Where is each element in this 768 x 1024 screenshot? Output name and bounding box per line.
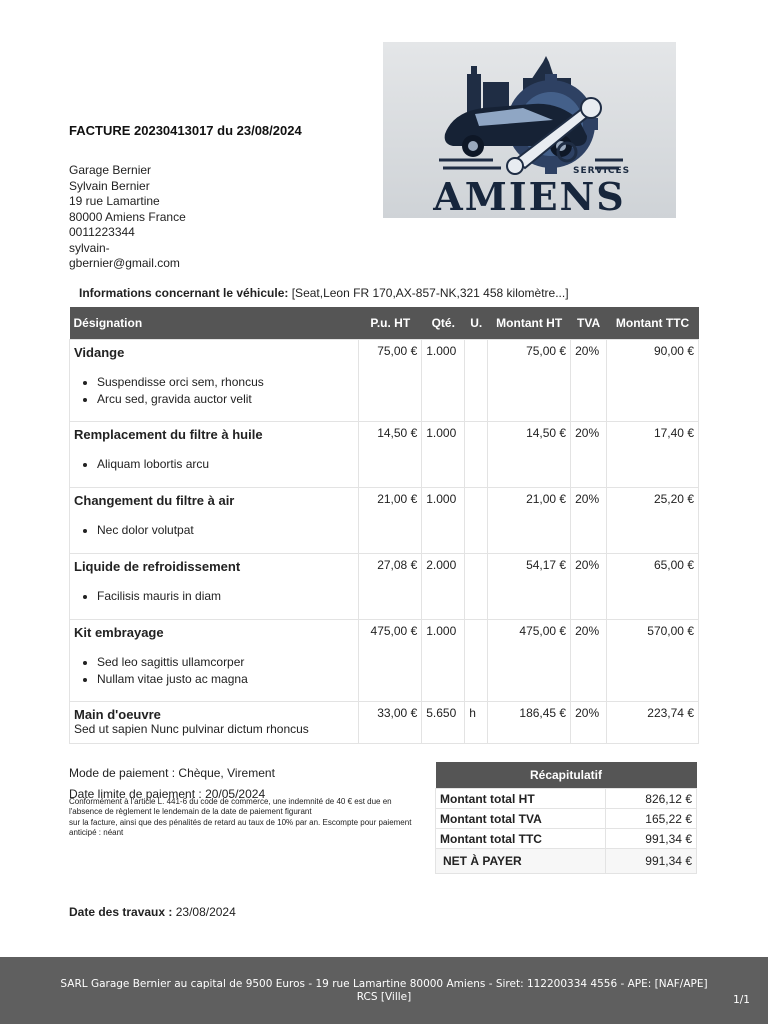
row-item-name: Liquide de refroidissement: [74, 559, 241, 574]
recap-ttc-value: 991,34 €: [606, 829, 697, 849]
row-item-name: Remplacement du filtre à huile: [74, 427, 263, 442]
recap-row-tva: [436, 809, 697, 829]
recap-table: [435, 762, 697, 874]
invoice-items-table: [69, 307, 699, 744]
row-designation: [70, 702, 359, 744]
row-unit: [465, 340, 488, 422]
row-designation: [70, 488, 359, 554]
recap-net-label: NET À PAYER: [436, 849, 606, 874]
company-logo: [383, 42, 676, 218]
invoice-title-text: FACTURE 20230413017 du 23/08/2024: [69, 123, 302, 138]
table-header-row: [70, 307, 699, 340]
row-designation: [70, 422, 359, 488]
row-quantity: 1.000: [422, 620, 465, 702]
logo-name-text: AMIENS: [433, 174, 626, 218]
sender-email-line1: sylvain-: [69, 240, 110, 255]
row-quantity: 2.000: [422, 554, 465, 620]
header-quantity: Qté.: [422, 307, 465, 340]
row-designation: [70, 620, 359, 702]
row-unit: [465, 554, 488, 620]
row-amount-ht: 14,50 €: [488, 422, 571, 488]
recap-row-net: [436, 849, 697, 874]
row-unit-price: 475,00 €: [359, 620, 422, 702]
header-unit-price: P.u. HT: [359, 307, 422, 340]
vehicle-info-value: [Seat,Leon FR 170,AX-857-NK,321 458 kilomètre...]: [288, 286, 569, 300]
row-item-description: Sed ut sapien Nunc pulvinar dictum rhoncus: [74, 722, 309, 736]
header-unit: U.: [465, 307, 488, 340]
footer-line1: SARL Garage Bernier au capital de 9500 Euros - 19 rue Lamartine 80000 Amiens - Siret: 112200334 4556 - APE: [NAF/APE]: [60, 978, 708, 990]
legal-notice-line1: Conformément à l'article L. 441-6 du code de commerce, une indemnité de 40 € est due en l'absence de règlement le lendemain de la date de paiement figurant: [69, 797, 392, 816]
row-unit: h: [465, 702, 488, 744]
row-unit: [465, 488, 488, 554]
row-bullet-list: [74, 374, 354, 408]
sender-contact: Sylvain Bernier: [69, 178, 150, 193]
row-bullet-list: [74, 456, 354, 473]
page-footer: [0, 957, 768, 1024]
row-item-name: Kit embrayage: [74, 625, 164, 640]
row-unit-price: 21,00 €: [359, 488, 422, 554]
row-tva: 20%: [571, 702, 607, 744]
row-unit-price: 27,08 €: [359, 554, 422, 620]
row-bullet-list: [74, 588, 354, 605]
recap-row-ttc: [436, 829, 697, 849]
header-amount-ht: Montant HT: [488, 307, 571, 340]
sender-email-line2[interactable]: gbernier@gmail.com: [69, 256, 180, 270]
recap-tva-value: 165,22 €: [606, 809, 697, 829]
sender-city: 80000 Amiens France: [69, 209, 186, 224]
sender-address-block: [69, 163, 209, 272]
works-date: [69, 905, 236, 919]
table-row: [70, 620, 699, 702]
table-row: [70, 422, 699, 488]
header-tva: TVA: [571, 307, 607, 340]
payment-mode: Mode de paiement : Chèque, Virement: [69, 766, 275, 780]
recap-ttc-label: Montant total TTC: [436, 829, 606, 849]
list-item: • Nullam vitae justo ac magna: [97, 671, 354, 688]
recap-net-value: 991,34 €: [606, 849, 697, 874]
row-unit: [465, 620, 488, 702]
legal-notice-line2: sur la facture, ainsi que des pénalités de retard au taux de 10% par an. Escompte pour paiement anticipé : néant: [69, 818, 412, 837]
payment-due-date: Date limite de paiement : 20/05/2024: [69, 787, 266, 801]
row-tva: 20%: [571, 488, 607, 554]
list-item: • Facilisis mauris in diam: [97, 588, 354, 605]
row-bullet-list: [74, 522, 354, 539]
row-designation: [70, 554, 359, 620]
row-item-name: Main d'oeuvre: [74, 707, 161, 722]
row-item-name: Vidange: [74, 345, 125, 360]
row-amount-ttc: 570,00 €: [607, 620, 699, 702]
vehicle-info-label: Informations concernant le véhicule:: [79, 286, 289, 300]
recap-tva-label: Montant total TVA: [436, 809, 606, 829]
row-amount-ht: 186,45 €: [488, 702, 571, 744]
list-item: • Nec dolor volutpat: [97, 522, 354, 539]
row-unit-price: 75,00 €: [359, 340, 422, 422]
row-quantity: 1.000: [422, 488, 465, 554]
row-amount-ht: 75,00 €: [488, 340, 571, 422]
table-row: [70, 340, 699, 422]
recap-title: Récapitulatif: [436, 762, 697, 789]
legal-notice: [69, 797, 421, 837]
table-row: [70, 554, 699, 620]
row-tva: 20%: [571, 620, 607, 702]
table-row: [70, 488, 699, 554]
works-date-label: Date des travaux :: [69, 905, 173, 919]
table-row: [70, 702, 699, 744]
sender-name: Garage Bernier: [69, 163, 152, 177]
vehicle-info: [79, 286, 569, 300]
row-tva: 20%: [571, 554, 607, 620]
row-unit: [465, 422, 488, 488]
recap-ht-value: 826,12 €: [606, 789, 697, 809]
footer-company-info: [20, 978, 748, 1003]
invoice-title: [69, 123, 302, 138]
header-amount-ttc: Montant TTC: [607, 307, 699, 340]
list-item: • Sed leo sagittis ullamcorper: [97, 654, 354, 671]
row-amount-ht: 54,17 €: [488, 554, 571, 620]
logo-services-text: SERVICES: [573, 166, 631, 176]
row-bullet-list: [74, 654, 354, 688]
row-quantity: 1.000: [422, 422, 465, 488]
row-amount-ttc: 17,40 €: [607, 422, 699, 488]
row-quantity: 5.650: [422, 702, 465, 744]
sender-phone: 0011223344: [69, 225, 135, 239]
list-item: • Suspendisse orci sem, rhoncus: [97, 374, 354, 391]
footer-line2: RCS [Ville]: [356, 990, 412, 1003]
recap-row-ht: [436, 789, 697, 809]
list-item: • Aliquam lobortis arcu: [97, 456, 354, 473]
row-unit-price: 33,00 €: [359, 702, 422, 744]
list-item: • Arcu sed, gravida auctor velit: [97, 391, 354, 408]
row-designation: [70, 340, 359, 422]
row-unit-price: 14,50 €: [359, 422, 422, 488]
row-amount-ht: 21,00 €: [488, 488, 571, 554]
row-quantity: 1.000: [422, 340, 465, 422]
row-amount-ttc: 25,20 €: [607, 488, 699, 554]
works-date-value: 23/08/2024: [172, 905, 236, 919]
row-amount-ttc: 65,00 €: [607, 554, 699, 620]
sender-street: 19 rue Lamartine: [69, 194, 160, 208]
header-designation: Désignation: [70, 307, 359, 340]
row-item-name: Changement du filtre à air: [74, 493, 235, 508]
recap-ht-label: Montant total HT: [436, 789, 606, 809]
row-amount-ttc: 90,00 €: [607, 340, 699, 422]
page-number: 1/1: [733, 994, 750, 1006]
row-tva: 20%: [571, 340, 607, 422]
row-amount-ht: 475,00 €: [488, 620, 571, 702]
row-tva: 20%: [571, 422, 607, 488]
row-amount-ttc: 223,74 €: [607, 702, 699, 744]
